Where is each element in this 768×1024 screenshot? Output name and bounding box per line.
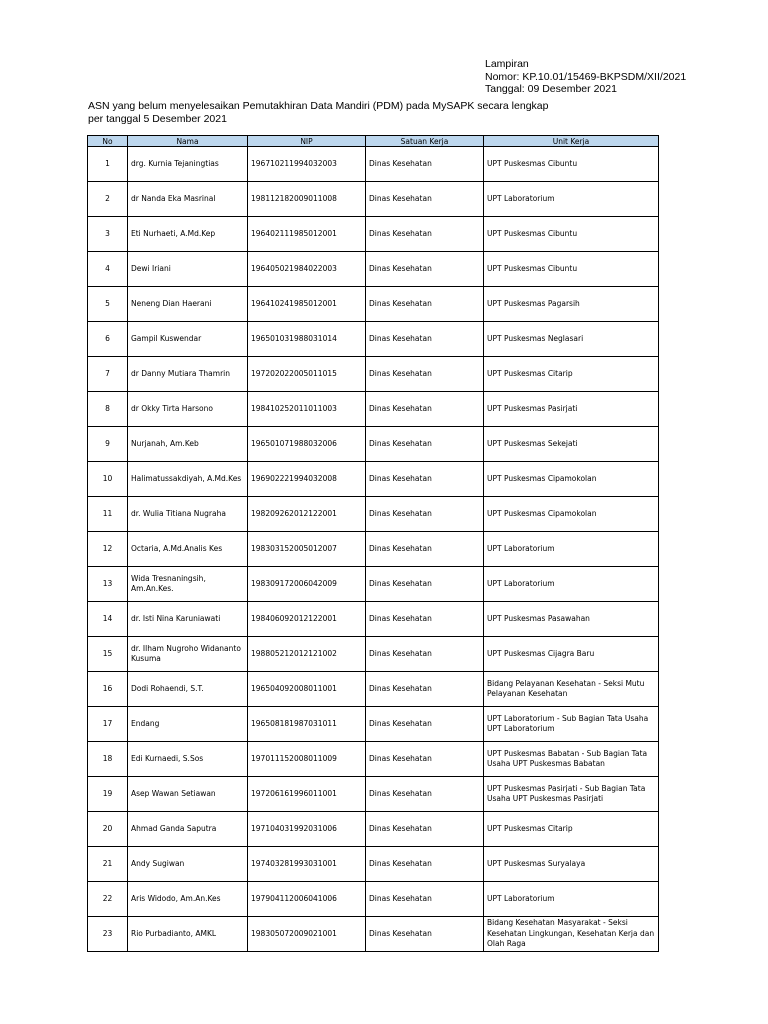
table-row [88, 882, 659, 917]
cell-nip: 196710211994032003 [248, 147, 366, 182]
table-row [88, 287, 659, 322]
table-row [88, 462, 659, 497]
cell-nama: Neneng Dian Haerani [128, 287, 248, 322]
cell-nama: Ahmad Ganda Saputra [128, 812, 248, 847]
cell-satuan-kerja: Dinas Kesehatan [366, 497, 484, 532]
cell-no: 23 [88, 917, 128, 952]
cell-satuan-kerja: Dinas Kesehatan [366, 777, 484, 812]
table-row [88, 392, 659, 427]
cell-nip: 198303152005012007 [248, 532, 366, 567]
cell-no: 4 [88, 252, 128, 287]
cell-no: 18 [88, 742, 128, 777]
table-row [88, 707, 659, 742]
cell-nama: Gampil Kuswendar [128, 322, 248, 357]
cell-unit-kerja: UPT Laboratorium - Sub Bagian Tata Usaha UPT Laboratorium [484, 707, 659, 742]
cell-satuan-kerja: Dinas Kesehatan [366, 462, 484, 497]
table-row [88, 637, 659, 672]
cell-no: 7 [88, 357, 128, 392]
table-row [88, 252, 659, 287]
cell-nip: 197206161996011001 [248, 777, 366, 812]
cell-no: 22 [88, 882, 128, 917]
cell-nip: 196405021984022003 [248, 252, 366, 287]
cell-nama: Dodi Rohaendi, S.T. [128, 672, 248, 707]
cell-unit-kerja: UPT Puskesmas Cipamokolan [484, 497, 659, 532]
table-row [88, 847, 659, 882]
table-row [88, 777, 659, 812]
table-row [88, 427, 659, 462]
table-body [88, 147, 659, 952]
cell-nip: 196410241985012001 [248, 287, 366, 322]
table-row [88, 322, 659, 357]
cell-unit-kerja: UPT Puskesmas Citarip [484, 357, 659, 392]
cell-nama: dr Nanda Eka Masrinal [128, 182, 248, 217]
cell-satuan-kerja: Dinas Kesehatan [366, 707, 484, 742]
header-no: No [88, 136, 128, 147]
cell-unit-kerja: UPT Puskesmas Pagarsih [484, 287, 659, 322]
attachment-number: Nomor: KP.10.01/15469-BKPSDM/XII/2021 [485, 70, 687, 83]
cell-no: 5 [88, 287, 128, 322]
cell-nip: 197011152008011009 [248, 742, 366, 777]
cell-no: 10 [88, 462, 128, 497]
cell-satuan-kerja: Dinas Kesehatan [366, 322, 484, 357]
cell-unit-kerja: UPT Laboratorium [484, 532, 659, 567]
cell-nip: 196501031988031014 [248, 322, 366, 357]
cell-unit-kerja: UPT Laboratorium [484, 567, 659, 602]
cell-nip: 196402111985012001 [248, 217, 366, 252]
cell-no: 3 [88, 217, 128, 252]
attachment-header [485, 58, 686, 96]
attachment-date: Tanggal: 09 Desember 2021 [485, 83, 617, 95]
table-row [88, 182, 659, 217]
table-row [88, 567, 659, 602]
table-row [88, 147, 659, 182]
header-nip: NIP [248, 136, 366, 147]
cell-nip: 196501071988032006 [248, 427, 366, 462]
cell-no: 20 [88, 812, 128, 847]
cell-unit-kerja: UPT Puskesmas Sekejati [484, 427, 659, 462]
cell-satuan-kerja: Dinas Kesehatan [366, 217, 484, 252]
cell-nama: dr. Wulia Titiana Nugraha [128, 497, 248, 532]
cell-satuan-kerja: Dinas Kesehatan [366, 847, 484, 882]
cell-unit-kerja: UPT Laboratorium [484, 882, 659, 917]
table-row [88, 742, 659, 777]
cell-nama: dr Danny Mutiara Thamrin [128, 357, 248, 392]
cell-no: 12 [88, 532, 128, 567]
cell-nip: 196508181987031011 [248, 707, 366, 742]
cell-no: 8 [88, 392, 128, 427]
cell-unit-kerja: UPT Puskesmas Cibuntu [484, 217, 659, 252]
cell-unit-kerja: UPT Puskesmas Babatan - Sub Bagian Tata Usaha UPT Puskesmas Babatan [484, 742, 659, 777]
cell-no: 17 [88, 707, 128, 742]
cell-nama: Edi Kurnaedi, S.Sos [128, 742, 248, 777]
cell-nama: Eti Nurhaeti, A.Md.Kep [128, 217, 248, 252]
cell-nama: Andy Sugiwan [128, 847, 248, 882]
cell-nip: 197403281993031001 [248, 847, 366, 882]
cell-no: 21 [88, 847, 128, 882]
table-row [88, 357, 659, 392]
cell-nama: Asep Wawan Setiawan [128, 777, 248, 812]
cell-satuan-kerja: Dinas Kesehatan [366, 287, 484, 322]
cell-satuan-kerja: Dinas Kesehatan [366, 742, 484, 777]
cell-nip: 198406092012122001 [248, 602, 366, 637]
intro-line-1: ASN yang belum menyelesaikan Pemutakhiran Data Mandiri (PDM) pada MySAPK secara lengkap [88, 100, 549, 112]
cell-satuan-kerja: Dinas Kesehatan [366, 427, 484, 462]
cell-no: 13 [88, 567, 128, 602]
cell-nama: Dewi Iriani [128, 252, 248, 287]
header-unit-kerja: Unit Kerja [484, 136, 659, 147]
intro-line-2: per tanggal 5 Desember 2021 [88, 112, 227, 125]
cell-no: 16 [88, 672, 128, 707]
cell-satuan-kerja: Dinas Kesehatan [366, 637, 484, 672]
cell-nama: dr Okky Tirta Harsono [128, 392, 248, 427]
cell-satuan-kerja: Dinas Kesehatan [366, 392, 484, 427]
cell-no: 2 [88, 182, 128, 217]
asn-table [87, 135, 659, 952]
cell-no: 19 [88, 777, 128, 812]
cell-satuan-kerja: Dinas Kesehatan [366, 882, 484, 917]
cell-nip: 198305072009021001 [248, 917, 366, 952]
cell-nama: Octaria, A.Md.Analis Kes [128, 532, 248, 567]
table-row [88, 497, 659, 532]
header-nama: Nama [128, 136, 248, 147]
cell-satuan-kerja: Dinas Kesehatan [366, 917, 484, 952]
cell-nip: 198410252011011003 [248, 392, 366, 427]
cell-nip: 197104031992031006 [248, 812, 366, 847]
cell-unit-kerja: UPT Puskesmas Cijagra Baru [484, 637, 659, 672]
cell-nama: drg. Kurnia Tejaningtias [128, 147, 248, 182]
cell-unit-kerja: UPT Puskesmas Pasirjati - Sub Bagian Tata Usaha UPT Puskesmas Pasirjati [484, 777, 659, 812]
header-satuan-kerja: Satuan Kerja [366, 136, 484, 147]
table-row [88, 532, 659, 567]
cell-satuan-kerja: Dinas Kesehatan [366, 147, 484, 182]
cell-nip: 198309172006042009 [248, 567, 366, 602]
cell-nama: dr. Isti Nina Karuniawati [128, 602, 248, 637]
table-header-row [88, 136, 659, 147]
cell-nama: Rio Purbadianto, AMKL [128, 917, 248, 952]
cell-unit-kerja: UPT Puskesmas Neglasari [484, 322, 659, 357]
cell-nama: Wida Tresnaningsih, Am.An.Kes. [128, 567, 248, 602]
cell-unit-kerja: UPT Puskesmas Pasawahan [484, 602, 659, 637]
intro-text [88, 100, 688, 125]
cell-nama: Endang [128, 707, 248, 742]
cell-satuan-kerja: Dinas Kesehatan [366, 252, 484, 287]
table-row [88, 917, 659, 952]
cell-nip: 196902221994032008 [248, 462, 366, 497]
cell-satuan-kerja: Dinas Kesehatan [366, 182, 484, 217]
cell-nip: 198112182009011008 [248, 182, 366, 217]
cell-unit-kerja: UPT Puskesmas Cipamokolan [484, 462, 659, 497]
cell-satuan-kerja: Dinas Kesehatan [366, 812, 484, 847]
cell-unit-kerja: UPT Puskesmas Suryalaya [484, 847, 659, 882]
table-row [88, 672, 659, 707]
cell-unit-kerja: UPT Puskesmas Pasirjati [484, 392, 659, 427]
cell-nip: 198805212012121002 [248, 637, 366, 672]
cell-nip: 197904112006041006 [248, 882, 366, 917]
cell-nip: 196504092008011001 [248, 672, 366, 707]
cell-unit-kerja: UPT Puskesmas Cibuntu [484, 252, 659, 287]
cell-nama: Nurjanah, Am.Keb [128, 427, 248, 462]
cell-nama: dr. Ilham Nugroho Widananto Kusuma [128, 637, 248, 672]
cell-satuan-kerja: Dinas Kesehatan [366, 532, 484, 567]
cell-satuan-kerja: Dinas Kesehatan [366, 567, 484, 602]
cell-no: 6 [88, 322, 128, 357]
table-row [88, 602, 659, 637]
cell-no: 11 [88, 497, 128, 532]
cell-unit-kerja: UPT Laboratorium [484, 182, 659, 217]
cell-nip: 197202022005011015 [248, 357, 366, 392]
cell-no: 15 [88, 637, 128, 672]
cell-nama: Aris Widodo, Am.An.Kes [128, 882, 248, 917]
cell-nama: Halimatussakdiyah, A.Md.Kes [128, 462, 248, 497]
cell-unit-kerja: UPT Puskesmas Citarip [484, 812, 659, 847]
cell-nip: 198209262012122001 [248, 497, 366, 532]
attachment-label: Lampiran [485, 58, 529, 70]
cell-unit-kerja: Bidang Pelayanan Kesehatan - Seksi Mutu Pelayanan Kesehatan [484, 672, 659, 707]
cell-satuan-kerja: Dinas Kesehatan [366, 672, 484, 707]
table-row [88, 217, 659, 252]
cell-satuan-kerja: Dinas Kesehatan [366, 357, 484, 392]
cell-satuan-kerja: Dinas Kesehatan [366, 602, 484, 637]
cell-unit-kerja: Bidang Kesehatan Masyarakat - Seksi Kesehatan Lingkungan, Kesehatan Kerja dan Olah Raga [484, 917, 659, 952]
table-row [88, 812, 659, 847]
cell-no: 14 [88, 602, 128, 637]
cell-no: 1 [88, 147, 128, 182]
cell-no: 9 [88, 427, 128, 462]
cell-unit-kerja: UPT Puskesmas Cibuntu [484, 147, 659, 182]
